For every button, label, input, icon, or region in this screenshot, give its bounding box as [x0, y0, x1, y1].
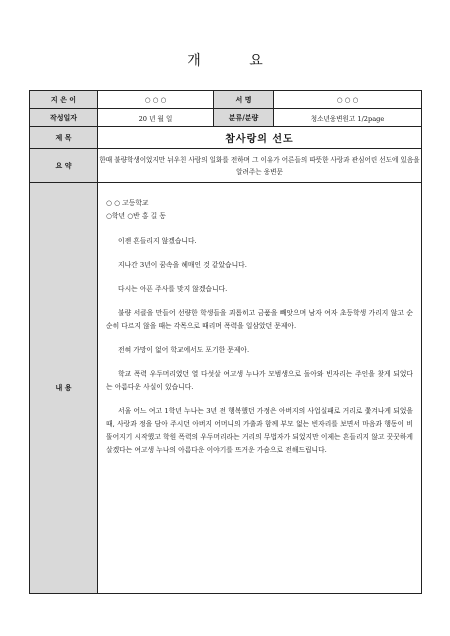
subject-label: 제 목: [30, 127, 98, 149]
summary-label: 요 약: [30, 149, 98, 183]
category-value: 청소년웅변원고 1/2page: [274, 109, 422, 127]
content-body: [98, 183, 422, 594]
student-line: ○학년 ○반 홍 길 동: [106, 212, 166, 220]
summary-value: 한때 불량학생이었지만 뉘우친 사람의 일화를 전하며 그 이유가 어른들의 따뜻한 사랑과 관심어린 선도에 있음을 알려주는 웅변문: [98, 149, 422, 183]
paragraph: 지나간 3년이 꿈속을 헤매인 것 같았습니다.: [118, 261, 247, 269]
paragraph: 전혀 가망이 없어 학교에서도 포기한 문제아.: [118, 346, 250, 354]
paragraph: 다시는 아픈 주사를 맞지 않겠습니다.: [118, 285, 228, 293]
paragraph: 불량 서클을 만들어 선량한 학생들을 괴롭히고 금품을 빼앗으며 남자 여자 초등학생 가리지 않고 순순히 다르지 않을 때는 각목으로 때리며 폭력을 일삼았던 문제아.: [106, 309, 413, 330]
paragraph: 학교 폭력 우두머리였던 열 다섯살 여고생 누나가 모범생으로 돌아와 빈자리는 주인을 찾게 되었다는 아름다운 사실이 있습니다.: [106, 370, 413, 391]
author-label: 지 은 이: [30, 91, 98, 109]
author-value: ○ ○ ○: [98, 91, 214, 109]
name-label: 서 명: [214, 91, 274, 109]
date-label: 작성일자: [30, 109, 98, 127]
date-value: 20 년 월 일: [98, 109, 214, 127]
summary-form: [29, 90, 422, 594]
name-value: ○ ○ ○: [274, 91, 422, 109]
content-label: 내 용: [30, 183, 98, 594]
school-line: ○ ○ 고등학교: [106, 199, 149, 207]
paragraph: 이젠 흔들리지 않겠습니다.: [118, 237, 197, 245]
page-title: 개 요: [187, 53, 285, 69]
category-label: 분류/분량: [214, 109, 274, 127]
subject-value: 참사랑의 선도: [98, 127, 422, 149]
paragraph: 서울 어느 여고 1학년 누나는 3년 전 행복했던 가정은 아버지의 사업실패로 거리로 쫓겨나게 되었을 때, 사랑과 정을 담아 주시던 아버지 어머니의 가출과 함께 부모 없는 빈자리를 보면서 마음과 행동이 비뚤어지기 시작했고 학원 폭력의 우두머리라는 거리의 무법자가 되었지만 이제는 흔들리지 않고 꿋꿋하게 살겠다는 여고생 누나의 아름다운 이야기를 뜨거운 가슴으로 전해드립니다.: [106, 407, 413, 454]
